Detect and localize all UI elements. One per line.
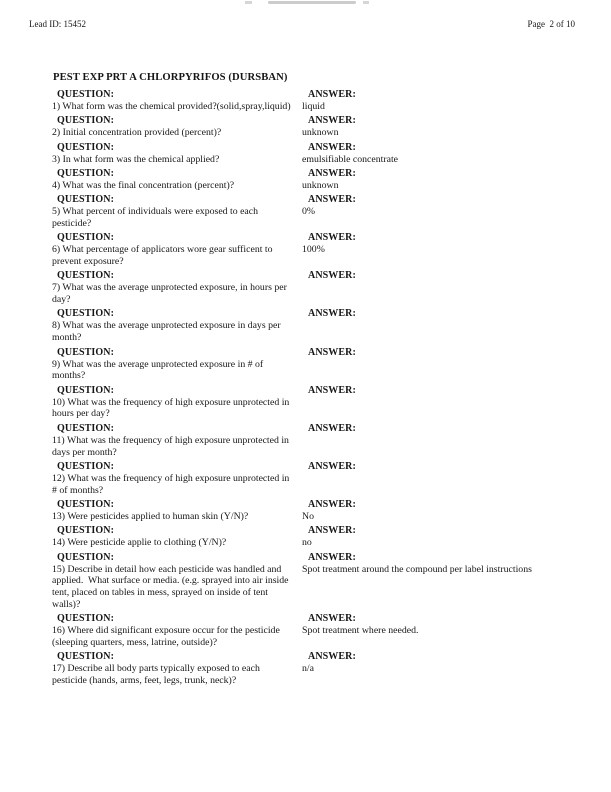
qa-block — [52, 499, 587, 523]
question-text: 6) What percentage of applicators wore gear sufficent to prevent exposure? — [52, 244, 275, 268]
answer-col — [302, 270, 587, 282]
question-col — [52, 347, 302, 383]
answer-col — [302, 461, 587, 473]
answer-label: ANSWER: — [308, 551, 356, 563]
question-text: 5) What percent of individuals were exposed to each pesticide? — [52, 206, 261, 229]
answer-col — [302, 115, 587, 139]
document-content — [52, 71, 587, 687]
answer-col — [302, 423, 587, 435]
question-label: QUESTION: — [57, 89, 115, 100]
answer-label: ANSWER: — [308, 613, 356, 625]
answer-label: ANSWER: — [308, 270, 356, 282]
answer-col — [302, 194, 587, 218]
question-label: QUESTION: — [57, 194, 115, 206]
qa-block — [52, 347, 587, 383]
question-col — [52, 89, 302, 113]
answer-col — [302, 613, 587, 637]
question-text: 11) What was the frequency of high exposure unprotected in days per month? — [52, 434, 292, 458]
answer-col — [302, 89, 587, 113]
question-text: 15) Describe in detail how each pesticide was handled and applied. What surface or media. (e.g. sprayed into air inside tent, placed on tables in mess, sprayed on inside of tent walls)? — [52, 563, 291, 610]
answer-label: ANSWER: — [308, 115, 356, 127]
answer-label: ANSWER: — [308, 308, 356, 320]
question-text: 13) Were pesticides applied to human skin (Y/N)? — [52, 510, 249, 522]
answer-text: n/a — [302, 663, 314, 675]
document-title: PEST EXP PRT A CHLORPYRIFOS (DURSBAN) — [53, 72, 288, 83]
answer-col — [302, 347, 587, 359]
question-col — [52, 308, 302, 344]
qa-block — [52, 142, 587, 166]
question-text: 3) In what form was the chemical applied? — [52, 153, 220, 165]
question-col — [52, 232, 302, 268]
question-label: QUESTION: — [57, 270, 115, 282]
question-text: 9) What was the average unprotected exposure in # of months? — [52, 358, 266, 382]
question-col — [52, 115, 302, 139]
qa-block — [52, 525, 587, 549]
answer-text: 0% — [302, 206, 316, 218]
question-col — [52, 461, 302, 497]
question-text: 17) Describe all body parts typically exposed to each pesticide (hands, arms, feet, legs, trunk, neck)? — [52, 663, 263, 687]
answer-text: unknown — [302, 127, 339, 139]
question-text: 7) What was the average unprotected exposure, in hours per day? — [52, 282, 290, 306]
question-text: 16) Where did significant exposure occur for the pesticide (sleeping quarters, mess, latrine, outside)? — [52, 625, 283, 649]
answer-label: ANSWER: — [308, 194, 356, 206]
question-col — [52, 270, 302, 306]
question-label: QUESTION: — [57, 167, 115, 179]
qa-block — [52, 552, 587, 611]
answer-text: liquid — [302, 101, 325, 112]
qa-block — [52, 89, 587, 113]
qa-block — [52, 115, 587, 139]
qa-block — [52, 308, 587, 344]
question-label: QUESTION: — [57, 422, 115, 434]
question-text: 2) Initial concentration provided (percent)? — [52, 127, 222, 139]
question-label: QUESTION: — [57, 308, 115, 320]
qa-block — [52, 168, 587, 192]
answer-label: ANSWER: — [308, 525, 356, 537]
answer-label: ANSWER: — [308, 651, 356, 663]
answer-col — [302, 499, 587, 523]
question-text: 12) What was the frequency of high exposure unprotected in # of months? — [52, 472, 292, 496]
answer-text: 100% — [302, 244, 325, 256]
answer-label: ANSWER: — [308, 89, 356, 100]
qa-block — [52, 651, 587, 687]
question-col — [52, 651, 302, 687]
question-label: QUESTION: — [57, 551, 115, 563]
question-label: QUESTION: — [57, 498, 115, 510]
question-text: 1) What form was the chemical provided?(solid,spray,liquid) — [52, 101, 291, 112]
answer-label: ANSWER: — [308, 141, 356, 153]
page-header — [0, 0, 611, 30]
question-text: 14) Were pesticide applie to clothing (Y/N)? — [52, 537, 227, 549]
question-col — [52, 142, 302, 166]
answer-label: ANSWER: — [308, 384, 356, 396]
answer-text: emulsifiable concentrate — [302, 153, 399, 165]
qa-block — [52, 232, 587, 268]
qa-block — [52, 423, 587, 459]
qa-block — [52, 461, 587, 497]
answer-col — [302, 168, 587, 192]
qa-block — [52, 270, 587, 306]
answer-text: Spot treatment around the compound per label instructions — [302, 563, 532, 575]
qa-block — [52, 385, 587, 421]
answer-label: ANSWER: — [308, 498, 356, 510]
question-col — [52, 423, 302, 459]
answer-label: ANSWER: — [308, 167, 356, 179]
question-text: 4) What was the final concentration (percent)? — [52, 179, 235, 191]
question-text: 8) What was the average unprotected exposure in days per month? — [52, 320, 284, 344]
question-col — [52, 168, 302, 192]
question-text: 10) What was the frequency of high exposure unprotected in hours per day? — [52, 396, 292, 420]
question-col — [52, 385, 302, 421]
question-label: QUESTION: — [57, 651, 115, 663]
answer-text: unknown — [302, 179, 339, 191]
answer-text: Spot treatment where needed. — [302, 625, 419, 637]
answer-col — [302, 142, 587, 166]
answer-col — [302, 385, 587, 397]
qa-list — [52, 89, 587, 687]
page-number: Page 2 of 10 — [527, 19, 575, 29]
question-col — [52, 552, 302, 611]
question-label: QUESTION: — [57, 525, 115, 537]
answer-col — [302, 308, 587, 320]
qa-block — [52, 613, 587, 649]
question-col — [52, 499, 302, 523]
question-label: QUESTION: — [57, 346, 115, 358]
answer-label: ANSWER: — [308, 346, 356, 358]
question-label: QUESTION: — [57, 232, 115, 244]
question-label: QUESTION: — [57, 460, 115, 472]
answer-col — [302, 525, 587, 549]
question-label: QUESTION: — [57, 384, 115, 396]
lead-id: Lead ID: 15452 — [29, 19, 86, 29]
answer-label: ANSWER: — [308, 232, 356, 244]
question-col — [52, 525, 302, 549]
question-label: QUESTION: — [57, 141, 115, 153]
answer-label: ANSWER: — [308, 422, 356, 434]
answer-text: No — [302, 510, 314, 522]
qa-block — [52, 194, 587, 230]
question-label: QUESTION: — [57, 613, 115, 625]
answer-label: ANSWER: — [308, 460, 356, 472]
question-col — [52, 613, 302, 649]
answer-text: no — [302, 537, 312, 549]
scan-artifact — [268, 1, 356, 4]
question-label: QUESTION: — [57, 115, 115, 127]
answer-col — [302, 651, 587, 675]
answer-col — [302, 552, 587, 576]
question-col — [52, 194, 302, 230]
answer-col — [302, 232, 587, 256]
